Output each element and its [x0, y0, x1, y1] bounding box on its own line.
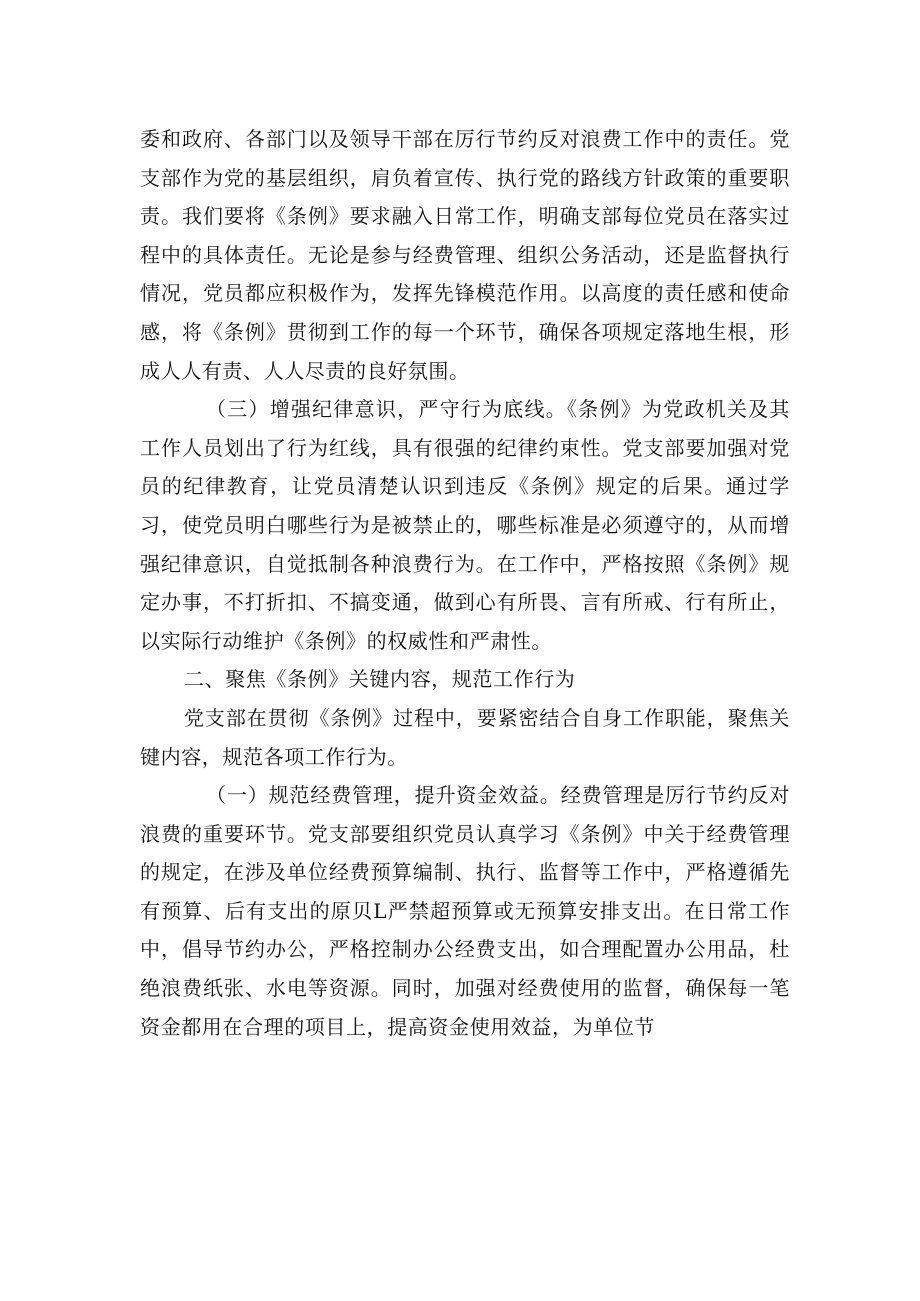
paragraph-responsibility: 委和政府、各部门以及领导干部在厉行节约反对浪费工作中的责任。党支部作为党的基层组织，肩负着宣传、执行党的路线方针政策的重要职责。我们要将《条例》要求融入日常工作，明确支部每位党员在落实过程中的具体责任。无论是参与经费管理、组织公务活动，还是监督执行情况，党员都应积极作为，发挥先锋模范作用。以高度的责任感和使命感，将《条例》贯彻到工作的每一个环节，确保各项规定落地生根，形成人人有责、人人尽责的良好氛围。	[140, 127, 790, 383]
document-page	[140, 120, 790, 1046]
paragraph-funds-management: （一）规范经费管理，提升资金效益。经费管理是厉行节约反对浪费的重要环节。党支部要组织党员认真学习《条例》中关于经费管理的规定，在涉及单位经费预算编制、执行、监督等工作中，严格遵循先有预算、后有支出的原贝L严禁超预算或无预算安排支出。在日常工作中，倡导节约办公，严格控制办公经费支出，如合理配置办公用品，杜绝浪费纸张、水电等资源。同时，加强对经费使用的监督，确保每一笔资金都用在合理的项目上，提高资金使用效益，为单位节	[140, 783, 790, 1039]
paragraph-discipline: （三）增强纪律意识，严守行为底线。《条例》为党政机关及其工作人员划出了行为红线，具有很强的纪律约束性。党支部要加强对党员的纪律教育，让党员清楚认识到违反《条例》规定的后果。通过学习，使党员明白哪些行为是被禁止的，哪些标准是必须遵守的，从而增强纪律意识，自觉抵制各种浪费行为。在工作中，严格按照《条例》规定办事，不打折扣、不搞变通，做到心有所畏、言有所戒、行有所止，以实际行动维护《条例》的权威性和严肃性。	[140, 397, 790, 653]
paragraph-section-intro: 党支部在贯彻《条例》过程中，要紧密结合自身工作职能，聚焦关键内容，规范各项工作行为。	[140, 705, 790, 769]
section-heading-2: 二、聚焦《条例》关键内容，规范工作行为	[184, 667, 576, 692]
